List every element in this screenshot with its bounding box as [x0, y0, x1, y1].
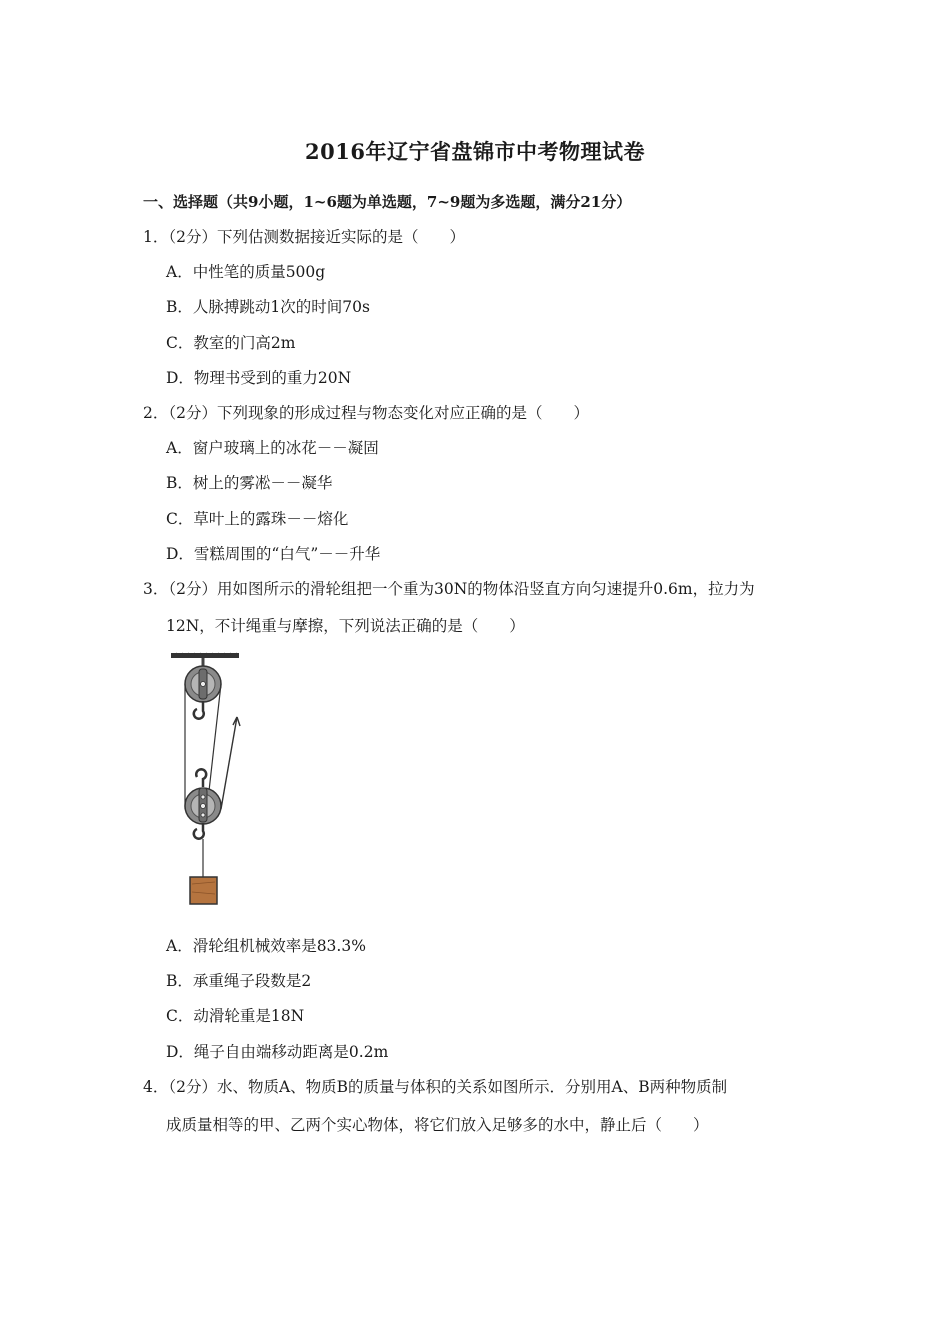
question-4-stem-continued: 成质量相等的甲、乙两个实心物体，将它们放入足够多的水中，静止后（ ）: [166, 1116, 709, 1134]
ceiling-support: [171, 653, 239, 658]
question-3-option-b: B．承重绳子段数是2: [166, 972, 312, 990]
question-3-stem-continued: 12N，不计绳重与摩擦，下列说法正确的是（ ）: [166, 617, 525, 635]
question-3-option-d: D．绳子自由端移动距离是0.2m: [166, 1043, 389, 1061]
question-1-option-b: B．人脉搏跳动1次的时间70s: [166, 298, 370, 316]
question-4-stem: 4．（2分）水、物质A、物质B的质量与体积的关系如图所示．分别用A、B两种物质制: [143, 1078, 728, 1096]
question-2-option-d: D．雪糕周围的“白气”－－升华: [166, 545, 381, 563]
movable-pulley: [185, 769, 221, 877]
question-1-option-d: D．物理书受到的重力20N: [166, 369, 352, 387]
question-3-stem: 3．（2分）用如图所示的滑轮组把一个重为30N的物体沿竖直方向匀速提升0.6m，拉力为: [143, 580, 755, 598]
weight-block: [190, 877, 217, 904]
question-2-stem: 2．（2分）下列现象的形成过程与物态变化对应正确的是（ ）: [143, 404, 589, 422]
question-1-option-a: A．中性笔的质量500g: [166, 263, 326, 281]
question-3-option-a: A．滑轮组机械效率是83.3%: [166, 937, 366, 955]
question-3-option-c: C．动滑轮重是18N: [166, 1007, 305, 1025]
question-1-option-c: C．教室的门高2m: [166, 334, 296, 352]
pulley-system-figure: [165, 651, 255, 909]
question-2-option-a: A．窗户玻璃上的冰花－－凝固: [166, 439, 379, 457]
question-1-stem: 1．（2分）下列估测数据接近实际的是（ ）: [143, 228, 465, 246]
question-2-option-c: C．草叶上的露珠－－熔化: [166, 510, 349, 528]
fixed-pulley: [185, 658, 221, 719]
section-heading: 一、选择题（共9小题，1~6题为单选题，7~9题为多选题，满分21分）: [143, 193, 632, 211]
page-title: 2016年辽宁省盘锦市中考物理试卷: [305, 139, 645, 164]
pulley-diagram: [165, 651, 255, 909]
question-2-option-b: B．树上的雾凇－－凝华: [166, 474, 333, 492]
